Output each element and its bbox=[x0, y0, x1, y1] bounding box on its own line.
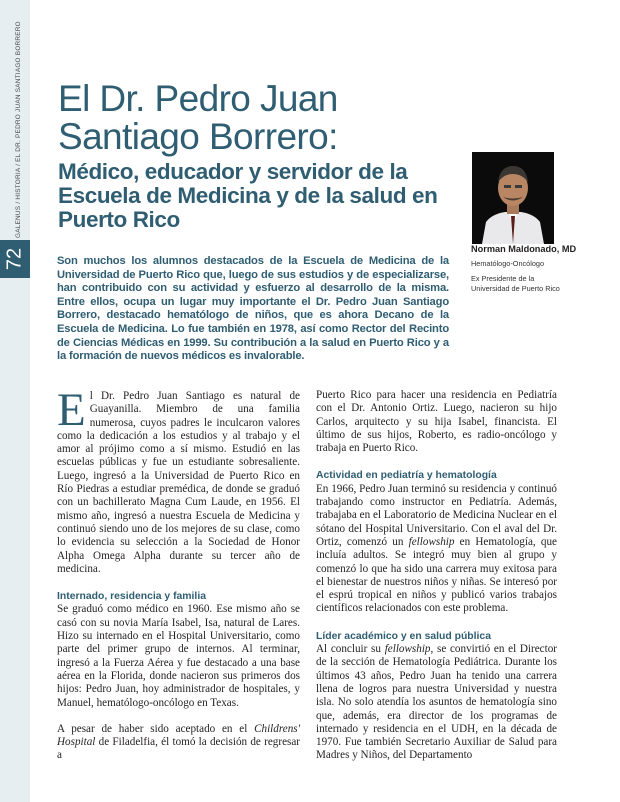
article-title bbox=[58, 80, 338, 156]
section-heading-actividad: Actividad en pediatría y hematología bbox=[316, 470, 497, 482]
title-line-2: Santiago Borrero: bbox=[58, 116, 338, 157]
running-head: GALENUS / HISTORIA / EL DR. PEDRO JUAN SANTIAGO BORRERO bbox=[15, 21, 22, 238]
author-portrait-icon bbox=[472, 152, 554, 244]
drop-cap: E bbox=[57, 384, 86, 436]
author-name: Norman Maldonado, MD bbox=[471, 244, 577, 254]
body-paragraph-4 bbox=[316, 483, 557, 616]
body-column-right bbox=[316, 389, 557, 763]
body-paragraph-4-start: En 1966, Pedro Juan terminó su residencia y continuó trabajando como instructor en Pediatría. Además, trabajaba en el Laboratorio de Medicina Nuclear en el sótano del Hospital Universitario. Con el aval del Dr. Ortiz, comenzó un bbox=[316, 482, 557, 548]
author-former-position bbox=[471, 274, 581, 293]
body-paragraph-3 bbox=[57, 723, 300, 763]
author-former-line-1: Ex Presidente de la bbox=[471, 274, 535, 283]
body-paragraph-5 bbox=[316, 643, 557, 763]
author-role: Hematólogo-Oncólogo bbox=[471, 259, 545, 268]
page-number: 72 bbox=[3, 247, 26, 271]
body-paragraph-4-end: en Hematología, que incluía adultos. Se integró muy bien al grupo y comenzó lo que ha sido una carrera muy exitosa para el bienestar de nuestros niños y niñas. Se interesó por el esprú tropical en niños y publicó varios trabajos científicos relacionados con este problema. bbox=[316, 535, 557, 615]
section-heading-lider: Líder académico y en salud pública bbox=[316, 630, 491, 642]
author-photo bbox=[472, 152, 554, 244]
body-paragraph-3-start: A pesar de haber sido aceptado en el bbox=[57, 722, 255, 735]
hospital-name: Childrens' Hospital bbox=[57, 722, 300, 749]
body-paragraph-3-end: de Filadelfia, él tomó la decisión de regresar a bbox=[57, 736, 300, 762]
body-paragraph-5-end: , se convirtió en el Director de la sección de Hematología Pediátrica. Durante los últimos 43 años, Pedro Juan ha tenido una carrera llena de logros para nuestra Universidad y nuestra isla. No solo atendía los asuntos de hematología sino que, además, era director de los programas de internado y residencia en el UDH, en la década de 1970. Fue también Secretario Auxiliar de Salud para Madres y Niños, del Departamento bbox=[316, 643, 558, 762]
body-column-left bbox=[57, 384, 300, 763]
page-number-box bbox=[0, 240, 30, 278]
article-subtitle: Médico, educador y servidor de la Escuela de Medicina y de la salud en Puerto Rico bbox=[58, 159, 438, 232]
title-line-1: El Dr. Pedro Juan bbox=[58, 78, 338, 119]
section-heading-internado: Internado, residencia y familia bbox=[57, 591, 206, 603]
fellowship-term: fellowship bbox=[408, 535, 455, 548]
body-paragraph-3-continued: Puerto Rico para hacer una residencia en Pediatría con el Dr. Antonio Ortiz. Luego, nacieron su hijo Carlos, arquitecto y su hija Isabel, financista. El último de sus hijos, Roberto, es radio-oncólogo y trabaja en Puerto Rico. bbox=[316, 389, 557, 455]
author-former-line-2: Universidad de Puerto Rico bbox=[471, 283, 560, 293]
body-paragraph-1 bbox=[57, 384, 300, 576]
body-paragraph-1-text: l Dr. Pedro Juan Santiago es natural de Guayanilla. Miembro de una familia numerosa, cuyos padres le inculcaron valores como la dedicación a los estudios y al trabajo y el amor al prójimo como a sí mismo. Estudió en las escuelas públicas y fue un estudiante sobresaliente. Luego, ingresó a la Universidad de Puerto Rico en Río Piedras a estudiar premédica, de donde se graduó con un bachillerato Magna Cum Laude, en 1956. El mismo año, ingresó a nuestra Escuela de Medicina y continuó siendo uno de los mejores de su clase, como lo evidencia su selección a la Sociedad de Honor Alpha Omega Alpha durante su tercer año de medicina. bbox=[57, 390, 300, 575]
body-paragraph-2: Se graduó como médico en 1960. Ese mismo año se casó con su novia María Isabel, Isa, natural de Lares. Hizo su internado en el Hospital Universitario, como parte del primer grupo de internos. Al terminar, ingresó a la Fuerza Aérea y fue destacado a una base aérea en la Florida, donde nacieron sus primeros dos hijos: Pedro Juan, hoy administrador de hospitales, y Manuel, hematólogo-oncólogo en Texas. bbox=[57, 603, 300, 709]
lead-paragraph: Son muchos los alumnos destacados de la Escuela de Medicina de la Universidad de Puerto Rico que, luego de sus estudios y de especializarse, han contribuido con su actividad y esfuerzo al desarrollo de la misma. Entre ellos, ocupa un lugar muy importante el Dr. Pedro Juan Santiago Borrero, destacado hematólogo de niños, que es ahora Decano de la Escuela de Medicina. Lo fue también en 1978, así como Rector del Recinto de Ciencias Médicas en 1999. Su contribución a la salud en Puerto Rico y a la formación de nuevos médicos es invalorable. bbox=[57, 255, 449, 363]
body-paragraph-5-start: Al concluir su bbox=[316, 643, 385, 656]
fellowship-term-2: fellowship bbox=[384, 643, 431, 656]
